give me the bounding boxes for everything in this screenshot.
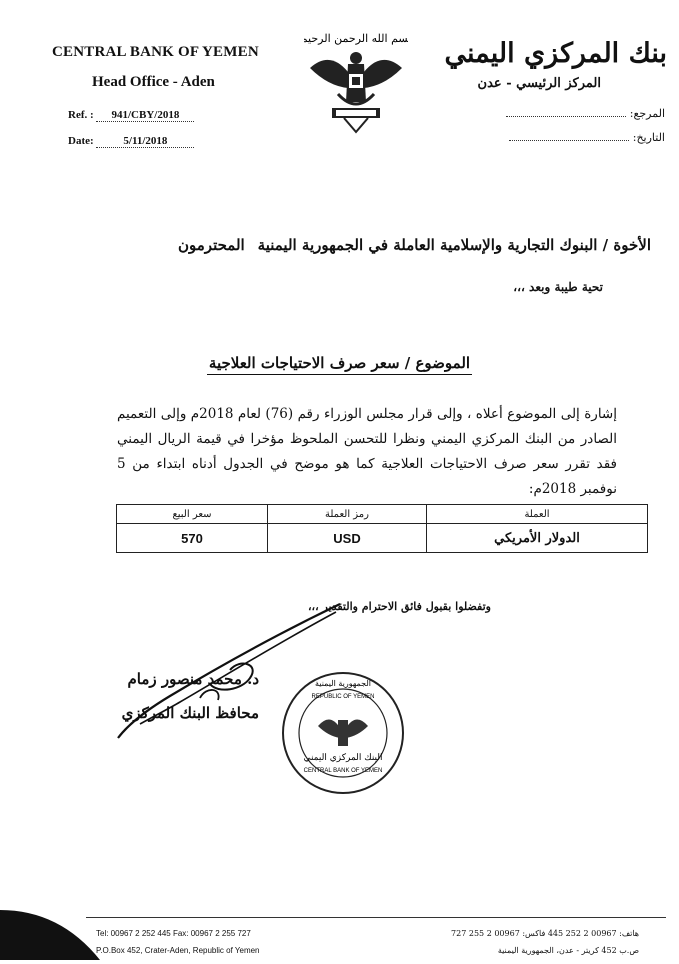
signatory-name: د. محمد منصور زمام xyxy=(127,670,259,688)
closing-line: وتفضلوا بقبول فائق الاحترام والتقدير ،،، xyxy=(307,600,491,613)
ref-label-arabic: المرجع: xyxy=(629,107,665,120)
reference-english xyxy=(68,109,194,122)
cell-currency-code: USD xyxy=(268,524,427,553)
letter-body: إشارة إلى الموضوع أعلاه ، وإلى قرار مجلس الوزراء رقم (76) لعام 2018م وإلى التعميم الصادر من البنك المركزي اليمني ونظرا للتحسن الملحوظ مؤخرا في قيمة الريال اليمني فقد تقرر سعر صرف الاحتياجات العلاجية كما هو موضح في الجدول أدناه ابتداء من 5 نوفمبر 2018م: xyxy=(117,406,617,497)
head-office-english: Head Office - Aden xyxy=(92,74,215,90)
cell-currency: الدولار الأمريكي xyxy=(427,524,648,553)
exchange-rate-table xyxy=(116,504,648,553)
yemen-eagle-emblem-icon xyxy=(304,28,408,138)
subject-line xyxy=(0,354,679,372)
footer-contact-arabic: هاتف: 00967 2 252 445 فاكس: 00967 2 255 727 xyxy=(451,929,639,938)
svg-text:البنك المركزي اليمني: البنك المركزي اليمني xyxy=(303,753,383,763)
svg-text:CENTRAL BANK OF YEMEN: CENTRAL BANK OF YEMEN xyxy=(303,768,383,774)
greeting: تحية طيبة وبعد ،،، xyxy=(513,280,603,294)
date-line xyxy=(509,140,629,141)
date-value: 5/11/2018 xyxy=(96,135,194,148)
footer-divider xyxy=(86,917,666,918)
official-seal-stamp xyxy=(278,668,408,798)
ref-value: 941/CBY/2018 xyxy=(96,109,194,122)
ref-label: Ref. : xyxy=(68,109,94,121)
basmala: بسم الله الرحمن الرحيم xyxy=(304,32,408,45)
addressee: الأخوة / البنوك التجارية والإسلامية العاملة في الجمهورية اليمنية xyxy=(257,236,651,254)
header-currency: العملة xyxy=(427,505,648,524)
reference-arabic xyxy=(506,107,665,120)
footer-address-arabic: ص.ب 452 كريتر - عدن، الجمهورية اليمنية xyxy=(497,946,639,955)
date-label-arabic: التاريخ: xyxy=(632,131,665,144)
ref-line xyxy=(506,116,626,117)
signatory-title: محافظ البنك المركزي xyxy=(121,704,259,722)
footer-contact-english: Tel: 00967 2 252 445 Fax: 00967 2 255 727 xyxy=(96,929,251,938)
header-sell-rate: سعر البيع xyxy=(117,505,268,524)
table-header-row xyxy=(117,505,648,524)
header-currency-code: رمز العملة xyxy=(268,505,427,524)
respected-salutation: المحترمون xyxy=(178,236,245,254)
bank-name-arabic: بنك المركزي اليمني xyxy=(444,38,667,69)
table-row xyxy=(117,524,648,553)
date-english xyxy=(68,135,194,148)
bank-name-english: CENTRAL BANK OF YEMEN xyxy=(52,44,259,60)
date-label: Date: xyxy=(68,135,94,147)
head-office-arabic: المركز الرئيسي - عدن xyxy=(477,76,601,91)
date-arabic xyxy=(509,131,665,144)
footer-address-english: P.O.Box 452, Crater-Aden, Republic of Yemen xyxy=(96,946,260,955)
svg-text:الجمهورية اليمنية: الجمهورية اليمنية xyxy=(314,679,372,688)
cell-sell-rate: 570 xyxy=(117,524,268,553)
subject-text: الموضوع / سعر صرف الاحتياجات العلاجية xyxy=(207,354,472,375)
svg-text:REPUBLIC OF YEMEN: REPUBLIC OF YEMEN xyxy=(311,694,375,700)
scan-shadow xyxy=(0,900,110,960)
